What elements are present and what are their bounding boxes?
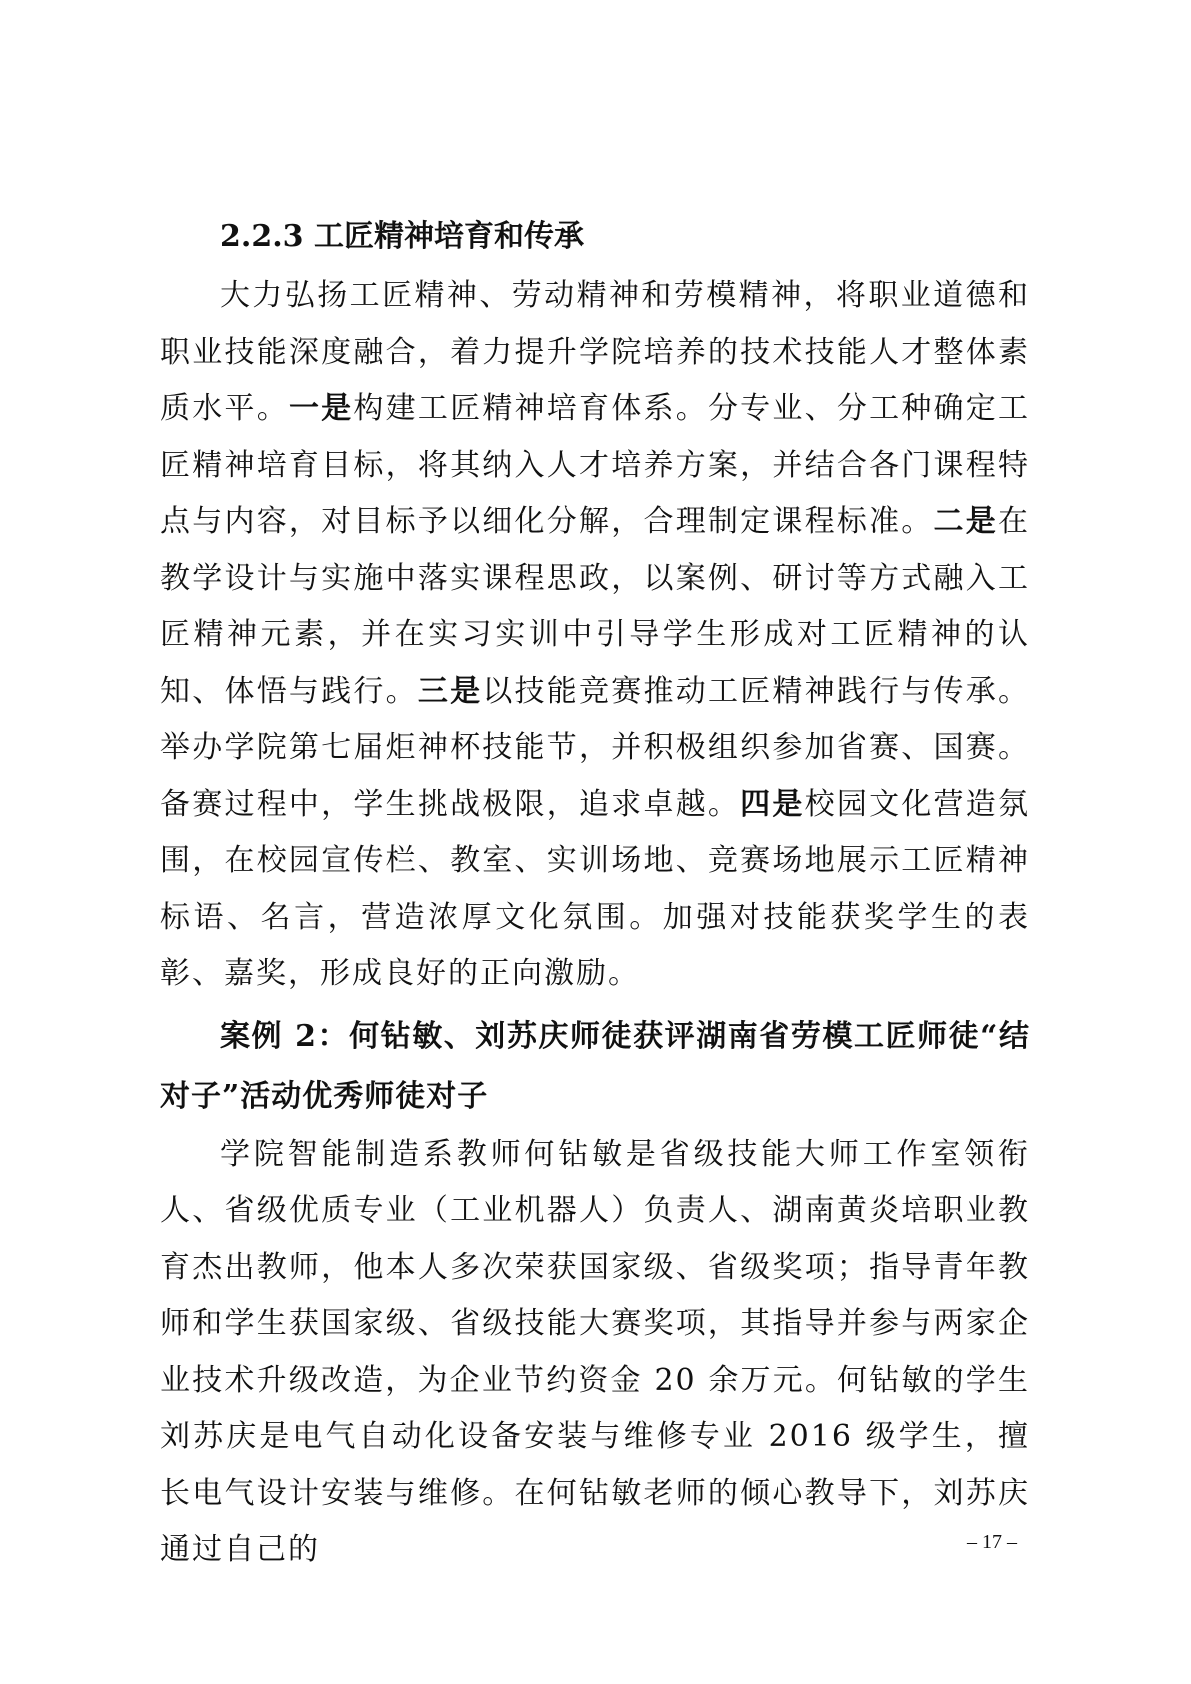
point-three-label: 三是 [417,673,483,709]
section-heading: 2.2.3 工匠精神培育和传承 [220,219,584,254]
paragraph-text: 以技能竞赛推动工匠精神践行与传承。举办学院第七届炬神杯技能节，并积极组织参加省赛、国赛。备赛过程中，学生挑战极限，追求卓越。 [160,673,1031,822]
case-paragraph: 学院智能制造系教师何钻敏是省级技能大师工作室领衔人、省级优质专业（工业机器人）负责人、湖南黄炎培职业教育杰出教师，他本人多次荣获国家级、省级奖项；指导青年教师和学生获国家级、省级技能大赛奖项，其指导并参与两家企业技术升级改造，为企业节约资金 20 余万元。何钻敏的学生刘苏庆是电气自动化设备安装与维修专业 2016 级学生，擅长电气设计安装与维修。在何钻敏老师的倾心教导下，刘苏庆通过自己的 [160,1136,1030,1567]
paragraph-text: 校园文化营造氛围，在校园宣传栏、教室、实训场地、竞赛场地展示工匠精神标语、名言，营造浓厚文化氛围。加强对技能获奖学生的表彰、嘉奖，形成良好的正向激励。 [160,786,1031,991]
point-four-label: 四是 [740,786,805,822]
point-two-label: 二是 [933,504,999,539]
paragraph-text: 大力弘扬工匠精神、劳动精神和劳模精神，将职业道德和职业技能深度融合，着力提升学院培养的技术技能人才整体素质水平。 [160,278,1030,426]
point-one-label: 一是 [288,391,354,426]
paragraph-text: 在教学设计与实施中落实课程思政，以案例、研讨等方式融入工匠精神元素，并在实习实训中引导学生形成对工匠精神的认知、体悟与践行。 [160,504,1031,709]
page-number: – 17 – [967,1531,1017,1553]
case-title: 案例 2：何钻敏、刘苏庆师徒获评湖南省劳模工匠师徒“结对子”活动优秀师徒对子 [160,1018,1030,1114]
section-paragraph [160,268,1030,1003]
page-content [160,206,1030,1579]
paragraph-text: 构建工匠精神培育体系。分专业、分工种确定工匠精神培育目标，将其纳入人才培养方案，并结合各门课程特点与内容，对目标予以细化分解，合理制定课程标准。 [160,391,1031,539]
